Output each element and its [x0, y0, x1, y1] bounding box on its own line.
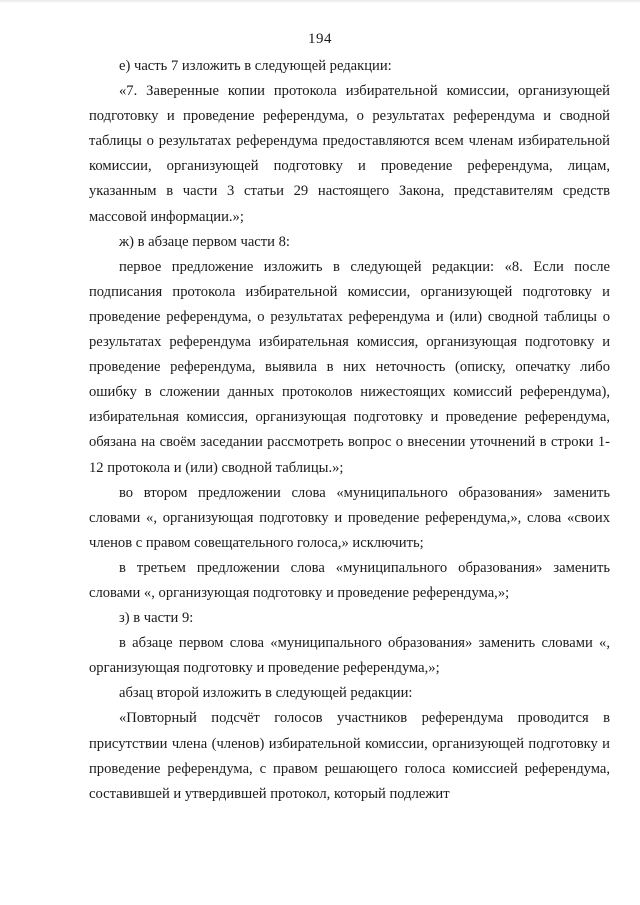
paragraph-recount: «Повторный подсчёт голосов участников референдума проводится в присутствии члена (членов) избирательной комиссии, организующей подготовку и проведение референдума, с правом решающего голоса комиссией референдума, составившей и утвердившей протокол, который подлежит	[89, 710, 610, 802]
paragraph-first-abzac: в абзаце первом слова «муниципального образования» заменить словами «, организующая подготовку и проведение референдума,»;	[89, 635, 610, 677]
paragraph-second-abzac: абзац второй изложить в следующей редакции:	[119, 685, 413, 702]
document-body	[89, 54, 610, 807]
scan-edge	[0, 0, 640, 3]
paragraph-zh: ж) в абзаце первом части 8:	[119, 233, 290, 250]
paragraph-first-sentence: первое предложение изложить в следующей редакции: «8. Если после подписания протокола избирательной комиссии, организующей подготовку и проведение референдума, о результатах референдума и (или) сводной таблицы о результатах референдума избирательная комиссия, организующая подготовку и проведение референдума, выявила в них неточность (описку, опечатку либо ошибку в сложении данных протоколов нижестоящих комиссий референдума), избирательная комиссия, организующая подготовку и проведение референдума, обязана на своём заседании рассмотреть вопрос о внесении уточнений в строки 1-12 протокола и (или) сводной таблицы.»;	[89, 258, 610, 476]
paragraph-third-sentence: в третьем предложении слова «муниципального образования» заменить словами «, организующая подготовку и проведение референдума,»;	[89, 559, 610, 601]
paragraph-e: е) часть 7 изложить в следующей редакции:	[119, 58, 392, 74]
paragraph-second-sentence: во втором предложении слова «муниципального образования» заменить словами «, организующая подготовку и проведение референдума,», слова «своих членов с правом совещательного голоса,» исключить;	[89, 484, 610, 551]
paragraph-part-7: «7. Заверенные копии протокола избирательной комиссии, организующей подготовку и проведение референдума, о результатах референдума и сводной таблицы о результатах референдума предоставляются всем членам избирательной комиссии, организующей подготовку и проведение референдума, лицам, указанным в части 3 статьи 29 настоящего Закона, представителям средств массовой информации.»;	[89, 83, 610, 225]
page-number: 194	[308, 31, 332, 47]
paragraph-z: з) в части 9:	[119, 610, 194, 627]
